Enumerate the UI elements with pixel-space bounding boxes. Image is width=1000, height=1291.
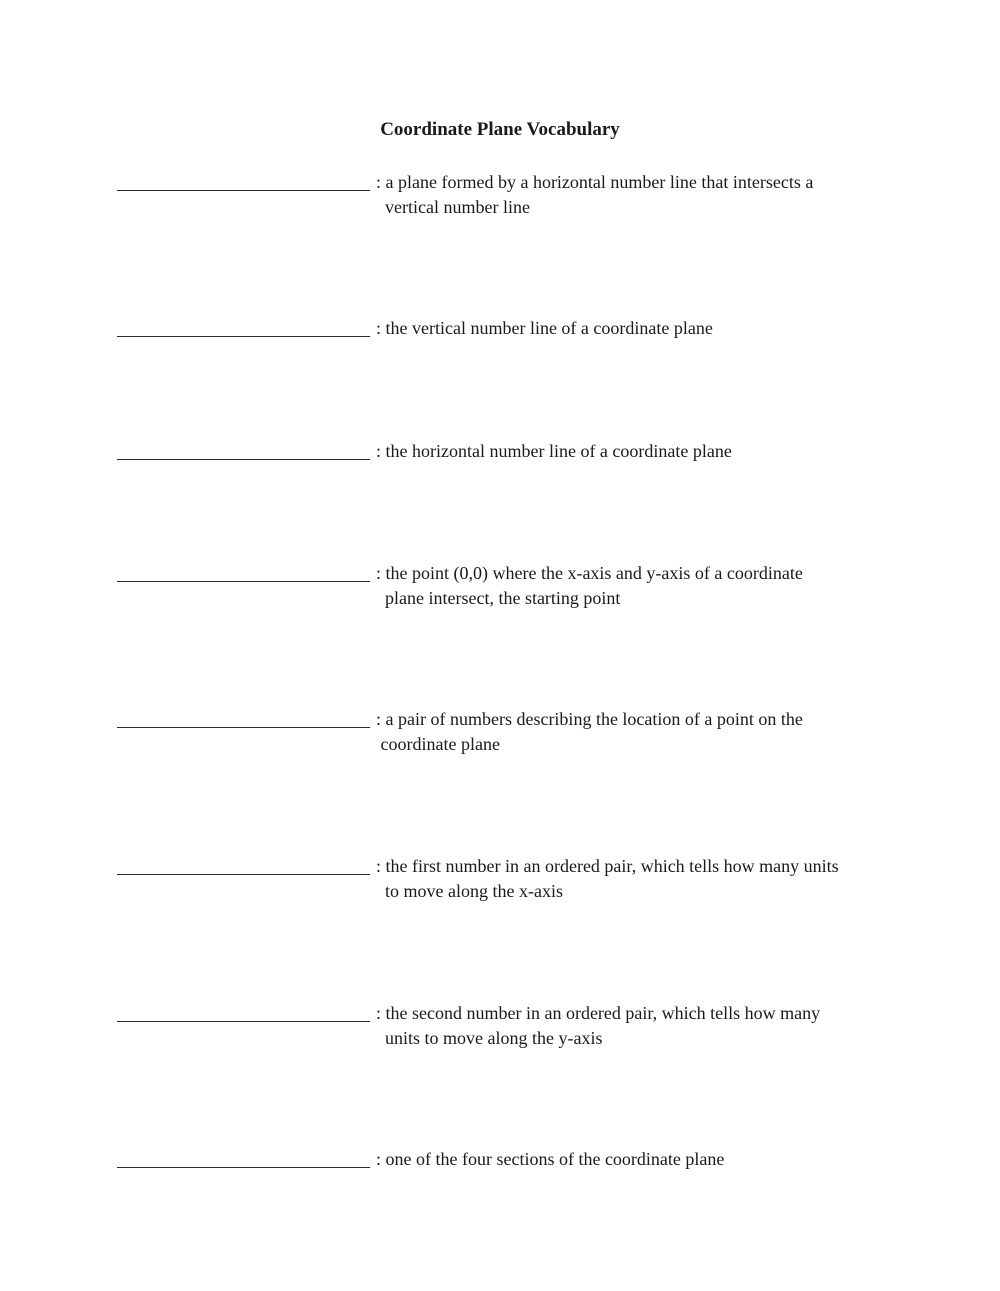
definition: [376, 1147, 891, 1172]
definition-line-1: : the horizontal number line of a coordinate plane: [376, 441, 732, 461]
answer-blank[interactable]: [117, 707, 370, 728]
definition-line-2: vertical number line: [376, 196, 530, 217]
definition-line-2: plane intersect, the starting point: [376, 587, 621, 608]
answer-blank[interactable]: [117, 561, 370, 582]
definition-line-2: units to move along the y-axis: [376, 1027, 603, 1048]
definition: [376, 707, 891, 756]
answer-blank[interactable]: [117, 1001, 370, 1022]
definition-line-2: to move along the x-axis: [376, 880, 563, 901]
definition: [376, 439, 891, 464]
answer-blank[interactable]: [117, 1147, 370, 1168]
definition: [376, 316, 891, 341]
definition-line-1: : a plane formed by a horizontal number line that intersects a: [376, 172, 814, 192]
definition: [376, 170, 891, 219]
definition-line-1: : the point (0,0) where the x-axis and y-axis of a coordinate: [376, 563, 803, 583]
definition-line-1: : the second number in an ordered pair, which tells how many: [376, 1003, 821, 1023]
worksheet-title: Coordinate Plane Vocabulary: [380, 119, 620, 140]
definition: [376, 854, 891, 903]
definition-line-1: : the vertical number line of a coordinate plane: [376, 318, 713, 338]
answer-blank[interactable]: [117, 316, 370, 337]
answer-blank[interactable]: [117, 439, 370, 460]
definition-line-1: : the first number in an ordered pair, which tells how many units: [376, 856, 839, 876]
answer-blank[interactable]: [117, 170, 370, 191]
definition: [376, 561, 891, 610]
definition-line-1: : a pair of numbers describing the location of a point on the: [376, 709, 803, 729]
answer-blank[interactable]: [117, 854, 370, 875]
definition: [376, 1001, 891, 1050]
definition-line-2: coordinate plane: [376, 733, 500, 754]
definition-line-1: : one of the four sections of the coordinate plane: [376, 1149, 725, 1169]
